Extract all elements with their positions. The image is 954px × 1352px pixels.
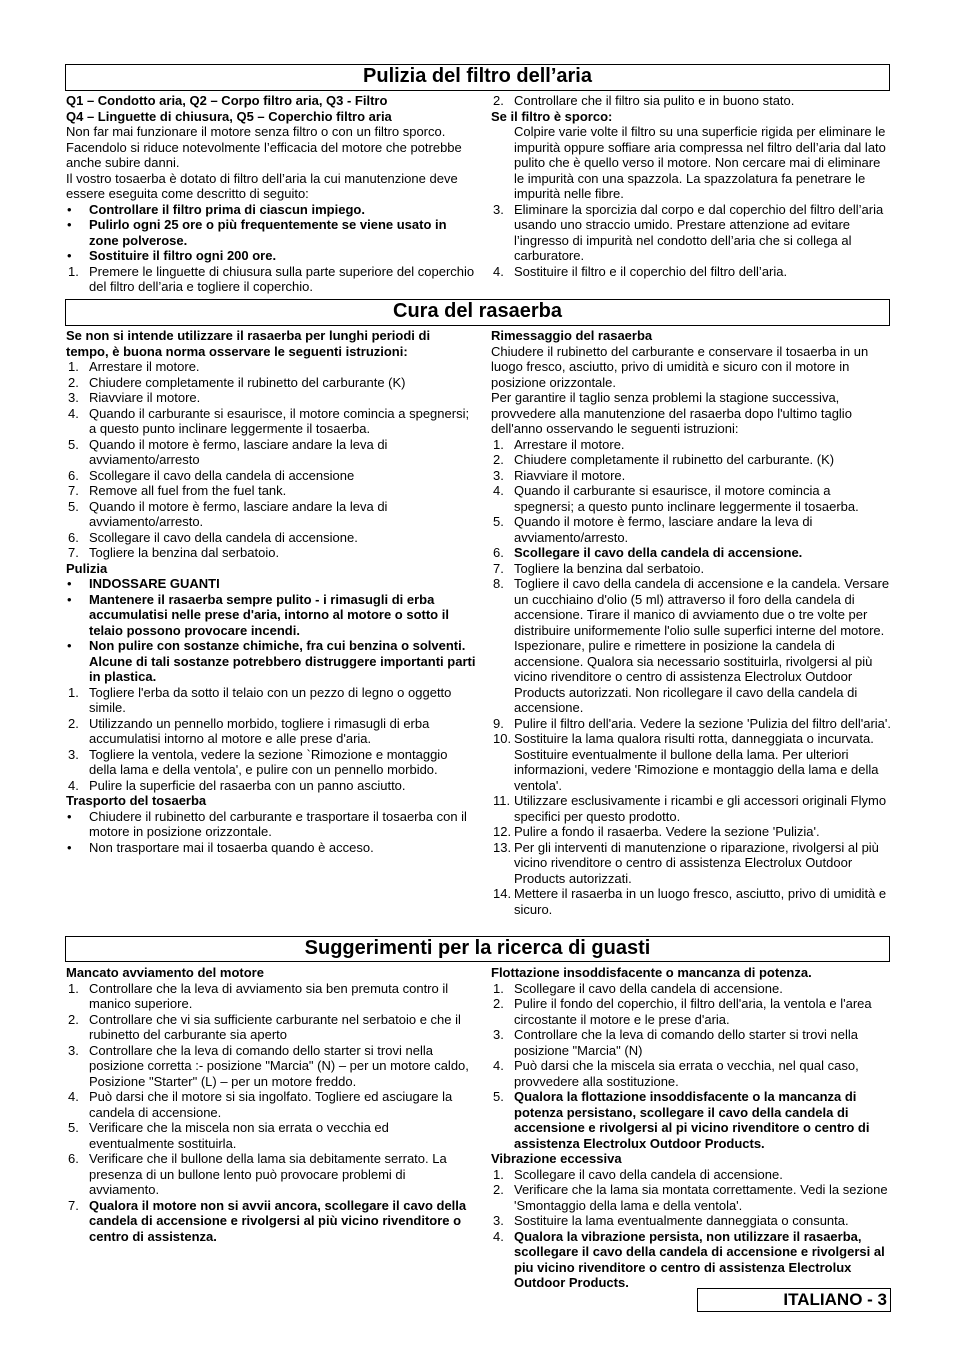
list-marker: 7. [68,483,79,498]
list-item-text: Chiudere completamente il rubinetto del carburante (K) [89,374,406,390]
list-marker: 5. [493,1089,504,1104]
list-marker: 3. [493,201,504,217]
list-item [66,406,476,437]
list-item [66,359,476,375]
list-marker: 14. [493,886,512,901]
list-item [491,981,891,997]
list-item-text: Mantenere il rasaerba sempre pulito - i rimasugli di erba accumulatisi nelle prese d'aria, intorno al motore o sotto il telaio possono provocare incendi. [89,591,449,638]
subheading: Trasporto del tosaerba [66,793,207,808]
list-marker: 4. [493,483,504,498]
list-item [66,981,476,1012]
list-item [491,716,891,732]
subheading: Flottazione insoddisfacente o mancanza di potenza. [491,965,812,980]
list-marker: 2. [493,996,504,1011]
list-marker: 10. [493,731,512,746]
list-item [491,824,891,840]
list-marker: • [67,638,72,653]
list-item-text: Togliere la ventola, vedere la sezione `Rimozione e montaggio della lama e della ventola', e pulire con un pennello morbido. [89,746,448,777]
list-marker: 2. [493,1182,504,1197]
list-item-text: Controllare che la leva di comando dello starter si trovi nella posizione corretta :- posizione "Marcia" (N) – per un motore caldo, Posizione "Starter" (L) – per un motore freddo. [89,1042,469,1089]
list-item [491,1089,891,1151]
list-item [66,778,476,794]
list-item [491,576,891,716]
list-item [66,1043,476,1090]
list-item-text: Sostituire la lama qualora risulti rotta, danneggiata o incurvata. Sostituire eventualmente il bullone della lama. Per ulteriori informazioni, vedere 'Rimozione e montaggio della lama e della ventola'. [514,731,879,793]
list-item-text: Non trasportare mai il tosaerba quando è acceso. [89,839,374,855]
bullet-item [66,202,476,218]
list-marker: 1. [68,359,79,374]
list-item-text: Quando il carburante si esaurisce, il motore comincia a spegnersi; a questo punto inclinare leggermente il tosaerba. [514,483,859,514]
list-item-text: Arrestare il motore. [514,436,625,452]
list-item-text: Quando il carburante si esaurisce, il motore comincia a spegnersi; a questo punto inclinare leggermente il tosaerba. [89,405,470,436]
list-item-text: Controllare che il filtro sia pulito e in buono stato. [514,93,795,108]
list-item-text: Chiudere completamente il rubinetto del carburante. (K) [514,452,835,467]
list-item-text: Qualora la flottazione insoddisfacente o la mancanza di potenza persistano, scollegare il cavo della candela di accensione e rivolgersi al pi vicino rivenditore o centro di assistenza Electrolux Outdoor Products. [514,1089,870,1151]
list-marker: 4. [493,263,504,279]
subheading: Pulizia [66,560,108,576]
list-marker: 7. [493,560,504,576]
list-marker: 5. [68,436,79,452]
list-marker: • [67,808,72,824]
list-item [491,886,891,917]
list-item [491,437,891,453]
list-item-text: Verificare che la lama sia montata correttamente. Vedi la sezione 'Smontaggio della lama e della ventola'. [514,1182,888,1213]
list-marker: 1. [68,980,79,996]
list-item-text: Non pulire con sostanze chimiche, fra cui benzina o solventi. Alcune di tali sostanze potrebbero distruggere importanti parti in plastica. [89,638,476,684]
bullet-item [66,217,476,248]
list-item-text: Chiudere il rubinetto del carburante e trasportare il tosaerba con il motore in posizione orizzontale. [89,808,467,839]
list-marker: 5. [68,498,79,514]
section-title-air-filter: Pulizia del filtro dell’aria [65,64,890,91]
list-item-text: Verificare che il bullone della lama sia debitamente serrato. La presenza di un bullone lento può provocare problemi di avviamento. [89,1151,447,1197]
list-marker: • [67,576,72,591]
paragraph: Non far mai funzionare il motore senza filtro o con un filtro sporco. Facendolo si riduce notevolmente l’efficacia del motore che potrebbe anche subire danni. [66,124,462,170]
list-item [66,375,476,391]
list-marker: 1. [68,263,79,279]
list-marker: 5. [493,514,504,529]
list-item-text: Pulire a fondo il rasaerba. Vedere la sezione 'Pulizia'. [514,824,820,839]
list-marker: 3. [493,1213,504,1228]
mower-care-left-column [66,328,476,855]
subheading: Rimessaggio del rasaerba [491,328,653,343]
list-marker: 1. [493,436,504,452]
list-item [66,264,476,295]
list-item-text: Verificare che la miscela non sia errata o vecchia ed eventualmente sostituirla. [89,1120,389,1151]
list-item-text: Scollegare il cavo della candela di accensione. [89,529,358,545]
list-item [491,468,891,484]
list-item [66,1151,476,1198]
bullet-item [66,840,476,856]
list-item [491,1027,891,1058]
list-item-text: Pulirlo ogni 25 ore o più frequentemente se viene usato in zone polverose. [89,217,447,248]
list-marker: 2. [68,1011,79,1027]
list-marker: • [67,248,72,263]
list-item [491,93,891,109]
list-marker: • [67,839,72,855]
list-marker: 4. [68,777,79,793]
list-marker: 13. [493,839,512,855]
page-footer-label: ITALIANO - 3 [697,1288,891,1312]
subheading: Q4 – Linguette di chiusura, Q5 – Coperchio filtro aria [66,108,392,124]
list-marker: 6. [68,467,79,483]
list-marker: 4. [68,405,79,421]
paragraph: Per garantire il taglio senza problemi la stagione successiva, provvedere alla manutenzione del rasaerba dopo l'ultimo taglio dell'anno osservando le seguenti istruzioni: [491,390,852,436]
section-title-mower-care: Cura del rasaerba [65,299,890,326]
list-item [66,685,476,716]
subheading: Vibrazione eccessiva [491,1151,622,1166]
bullet-item [66,576,476,592]
list-item [491,452,891,468]
list-marker: 6. [68,529,79,545]
list-marker: 1. [493,980,504,996]
list-item-text: Per gli interventi di manutenzione o riparazione, rivolgersi al più vicino rivenditore o centro di assistenza Electrolux Outdoor Products autorizzati. [514,839,879,886]
list-marker: 2. [68,715,79,731]
subheading: Mancato avviamento del motore [66,965,264,980]
list-marker: 4. [68,1089,79,1104]
list-item-text: Togliere la benzina dal serbatoio. [514,560,705,576]
list-item [66,499,476,530]
list-item [66,545,476,561]
list-marker: • [67,201,72,217]
list-item-text: Quando il motore è fermo, lasciare andare la leva di avviamento/arresto. [514,514,813,545]
bullet-item [66,592,476,639]
list-marker: 6. [68,1151,79,1166]
list-item [491,1058,891,1089]
troubleshooting-left-column [66,965,476,1244]
list-item-text: Controllare che vi sia sufficiente carburante nel serbatoio e che il rubinetto del carburante sia aperto [89,1011,461,1042]
list-item-text: Qualora la vibrazione persista, non utilizzare il rasaerba, scollegare il cavo della candela di accensione e rivolgersi al piu vicino rivenditore o centro di assistenza Electrolux Outdoor Products. [514,1228,885,1290]
list-item-text: Controllare che la leva di comando dello starter si trovi nella posizione "Marcia" (N) [514,1027,858,1058]
paragraph: Il vostro tosaerba è dotato di filtro dell’aria la cui manutenzione deve essere eseguita come descritto di seguito: [66,170,458,201]
bullet-item [66,638,476,685]
list-marker: 5. [68,1120,79,1135]
list-marker: • [67,591,72,607]
list-item-text: Può darsi che la miscela sia errata o vecchia, nel qual caso, provvedere alla sostituzione. [514,1058,859,1089]
list-item-text: Pulire la superficie del rasaerba con un panno asciutto. [89,777,406,793]
list-item-text: Mettere il rasaerba in un luogo fresco, asciutto, privo di umidità e sicuro. [514,886,887,917]
list-item-text: Riavviare il motore. [89,390,201,405]
list-item-text: Colpire varie volte il filtro su una superficie rigida per eliminare le impurità oppure soffiare aria compressa nel filtro dell’aria dal lato pulito che è quello verso il motore. Non cercare mai di eliminare le impurità con una spazzola. La spazzolatura fa penetrare le impurità nelle fibre. [514,124,886,201]
list-item [66,716,476,747]
list-item [491,561,891,577]
list-item-text: Sostituire la lama eventualmente danneggiata o consunta. [514,1213,849,1228]
list-marker: 1. [68,684,79,700]
list-item-text: INDOSSARE GUANTI [89,576,220,591]
section-title-troubleshooting: Suggerimenti per la ricerca di guasti [65,936,890,962]
list-marker: 3. [68,390,79,405]
list-item-text: Togliere il cavo della candela di accensione e la candela. Versare un cucchiaino d'olio (5 ml) attraverso il foro della candela di accensione. Tirare il manico di avviamento due o tre volte per distribuire uniformemente l'olio sulle superfici interne del motore. Ispezionare, pulire e rimettere in posizione la candela di accensione. Qualora sia necessario sostituirla, rivolgersi al più vicino rivenditore o centro di assistenza Electrolux Outdoor Products autorizzati. Non ricollegare il cavo della candela di accensione. [514,576,890,715]
list-item-text: Togliere l'erba da sotto il telaio con un pezzo di legno o oggetto simile. [89,684,452,715]
list-item-text: Remove all fuel from the fuel tank. [89,483,287,498]
list-marker: 3. [68,746,79,762]
list-marker: • [67,217,72,232]
list-item [66,1012,476,1043]
list-item [66,437,476,468]
list-item [491,264,891,280]
list-item-text: Togliere la benzina dal serbatoio. [89,545,280,560]
list-item-text: Arrestare il motore. [89,359,200,374]
list-marker: 2. [493,452,504,467]
list-item [491,514,891,545]
list-item-text: Eliminare la sporcizia dal corpo e dal coperchio del filtro dell’aria usando uno straccio umido. Prestare attenzione ad evitare l’ingresso di impurità nel condotto dell’aria che si collega al carburatore. [514,201,884,263]
list-item [491,793,891,824]
list-item [491,1229,891,1291]
list-marker: 3. [493,467,504,483]
paragraph: Chiudere il rubinetto del carburante e conservare il tosaerba in un luogo fresco, asciutto, privo di umidità e sicuro con il motore in posizione orizzontale. [491,343,869,390]
subheading: Se non si intende utilizzare il rasaerba per lunghi periodi di tempo, è buona norma osservare le seguenti istruzioni: [66,328,431,359]
list-marker: 4. [493,1228,504,1244]
list-item-text: Utilizzando un pennello morbido, togliere i rimasugli di erba accumulatisi intorno al motore e alle prese d'aria. [89,715,430,746]
list-item [66,530,476,546]
bullet-item [66,248,476,264]
list-item-text: Pulire il fondo del coperchio, il filtro dell'aria, la ventola e l'area circostante il motore e le prese d'aria. [514,996,872,1027]
list-item-text: Riavviare il motore. [514,467,626,483]
list-marker: 3. [68,1042,79,1058]
list-item-text: Scollegare il cavo della candela di accensione [89,467,355,483]
list-marker: 6. [493,545,504,560]
list-item-text: Quando il motore è fermo, lasciare andare la leva di avviamento/arresto. [89,498,388,529]
bullet-item [66,809,476,840]
list-item [66,468,476,484]
list-item [66,747,476,778]
list-item-text: Controllare il filtro prima di ciascun impiego. [89,201,365,217]
list-item [66,390,476,406]
list-item-text: Scollegare il cavo della candela di accensione. [514,545,803,560]
list-item-text: Scollegare il cavo della candela di accensione. [514,980,783,996]
list-item-text: Controllare che la leva di avviamento sia ben premuta contro il manico superiore. [89,980,449,1011]
list-item-text: Scollegare il cavo della candela di accensione. [514,1166,783,1182]
list-marker: 9. [493,715,504,731]
troubleshooting-right-column [491,965,891,1291]
list-item [491,1213,891,1229]
list-item-text: Qualora il motore non si avvii ancora, scollegare il cavo della candela di accensione e rivolgersi al più vicino rivenditore o centro di assistenza. [89,1197,467,1244]
air-filter-right-column [491,93,891,279]
list-marker: 12. [493,824,512,839]
list-marker: 1. [493,1166,504,1182]
subheading: Se il filtro è sporco: [491,108,613,124]
list-marker: 3. [493,1027,504,1042]
list-item [66,1120,476,1151]
air-filter-left-column [66,93,476,295]
list-item-text: Può darsi che il motore si sia ingolfato. Togliere ed asciugare la candela di accensione. [89,1089,453,1120]
list-item [491,1182,891,1213]
list-item-text: Premere le linguette di chiusura sulla parte superiore del coperchio del filtro dell’aria e togliere il coperchio. [89,263,475,294]
list-item-text: Sostituire il filtro e il coperchio del filtro dell’aria. [514,263,788,279]
list-item [491,545,891,561]
list-marker: 11. [493,793,511,808]
list-item-text: Utilizzare esclusivamente i ricambi e gli accessori originali Flymo specifici per questo prodotto. [514,793,887,824]
list-marker: 4. [493,1058,504,1073]
list-item [491,483,891,514]
list-item-text: Sostituire il filtro ogni 200 ore. [89,248,277,263]
list-item [491,840,891,887]
list-marker: 7. [68,1197,79,1213]
list-marker: 2. [68,374,79,390]
list-item-text: Pulire il filtro dell'aria. Vedere la sezione 'Pulizia del filtro dell'aria'. [514,715,891,731]
list-item [66,1089,476,1120]
list-item [491,731,891,793]
list-item [491,1167,891,1183]
list-item [66,483,476,499]
mower-care-right-column [491,328,891,917]
list-item-text: Quando il motore è fermo, lasciare andare la leva di avviamento/arresto [89,436,388,467]
subheading: Q1 – Condotto aria, Q2 – Corpo filtro aria, Q3 - Filtro [66,93,388,108]
list-item [66,1198,476,1245]
list-marker: 8. [493,576,504,591]
list-marker: 2. [493,93,504,108]
list-item [491,202,891,264]
list-marker: 7. [68,545,79,560]
list-item [491,124,891,202]
list-item [491,996,891,1027]
